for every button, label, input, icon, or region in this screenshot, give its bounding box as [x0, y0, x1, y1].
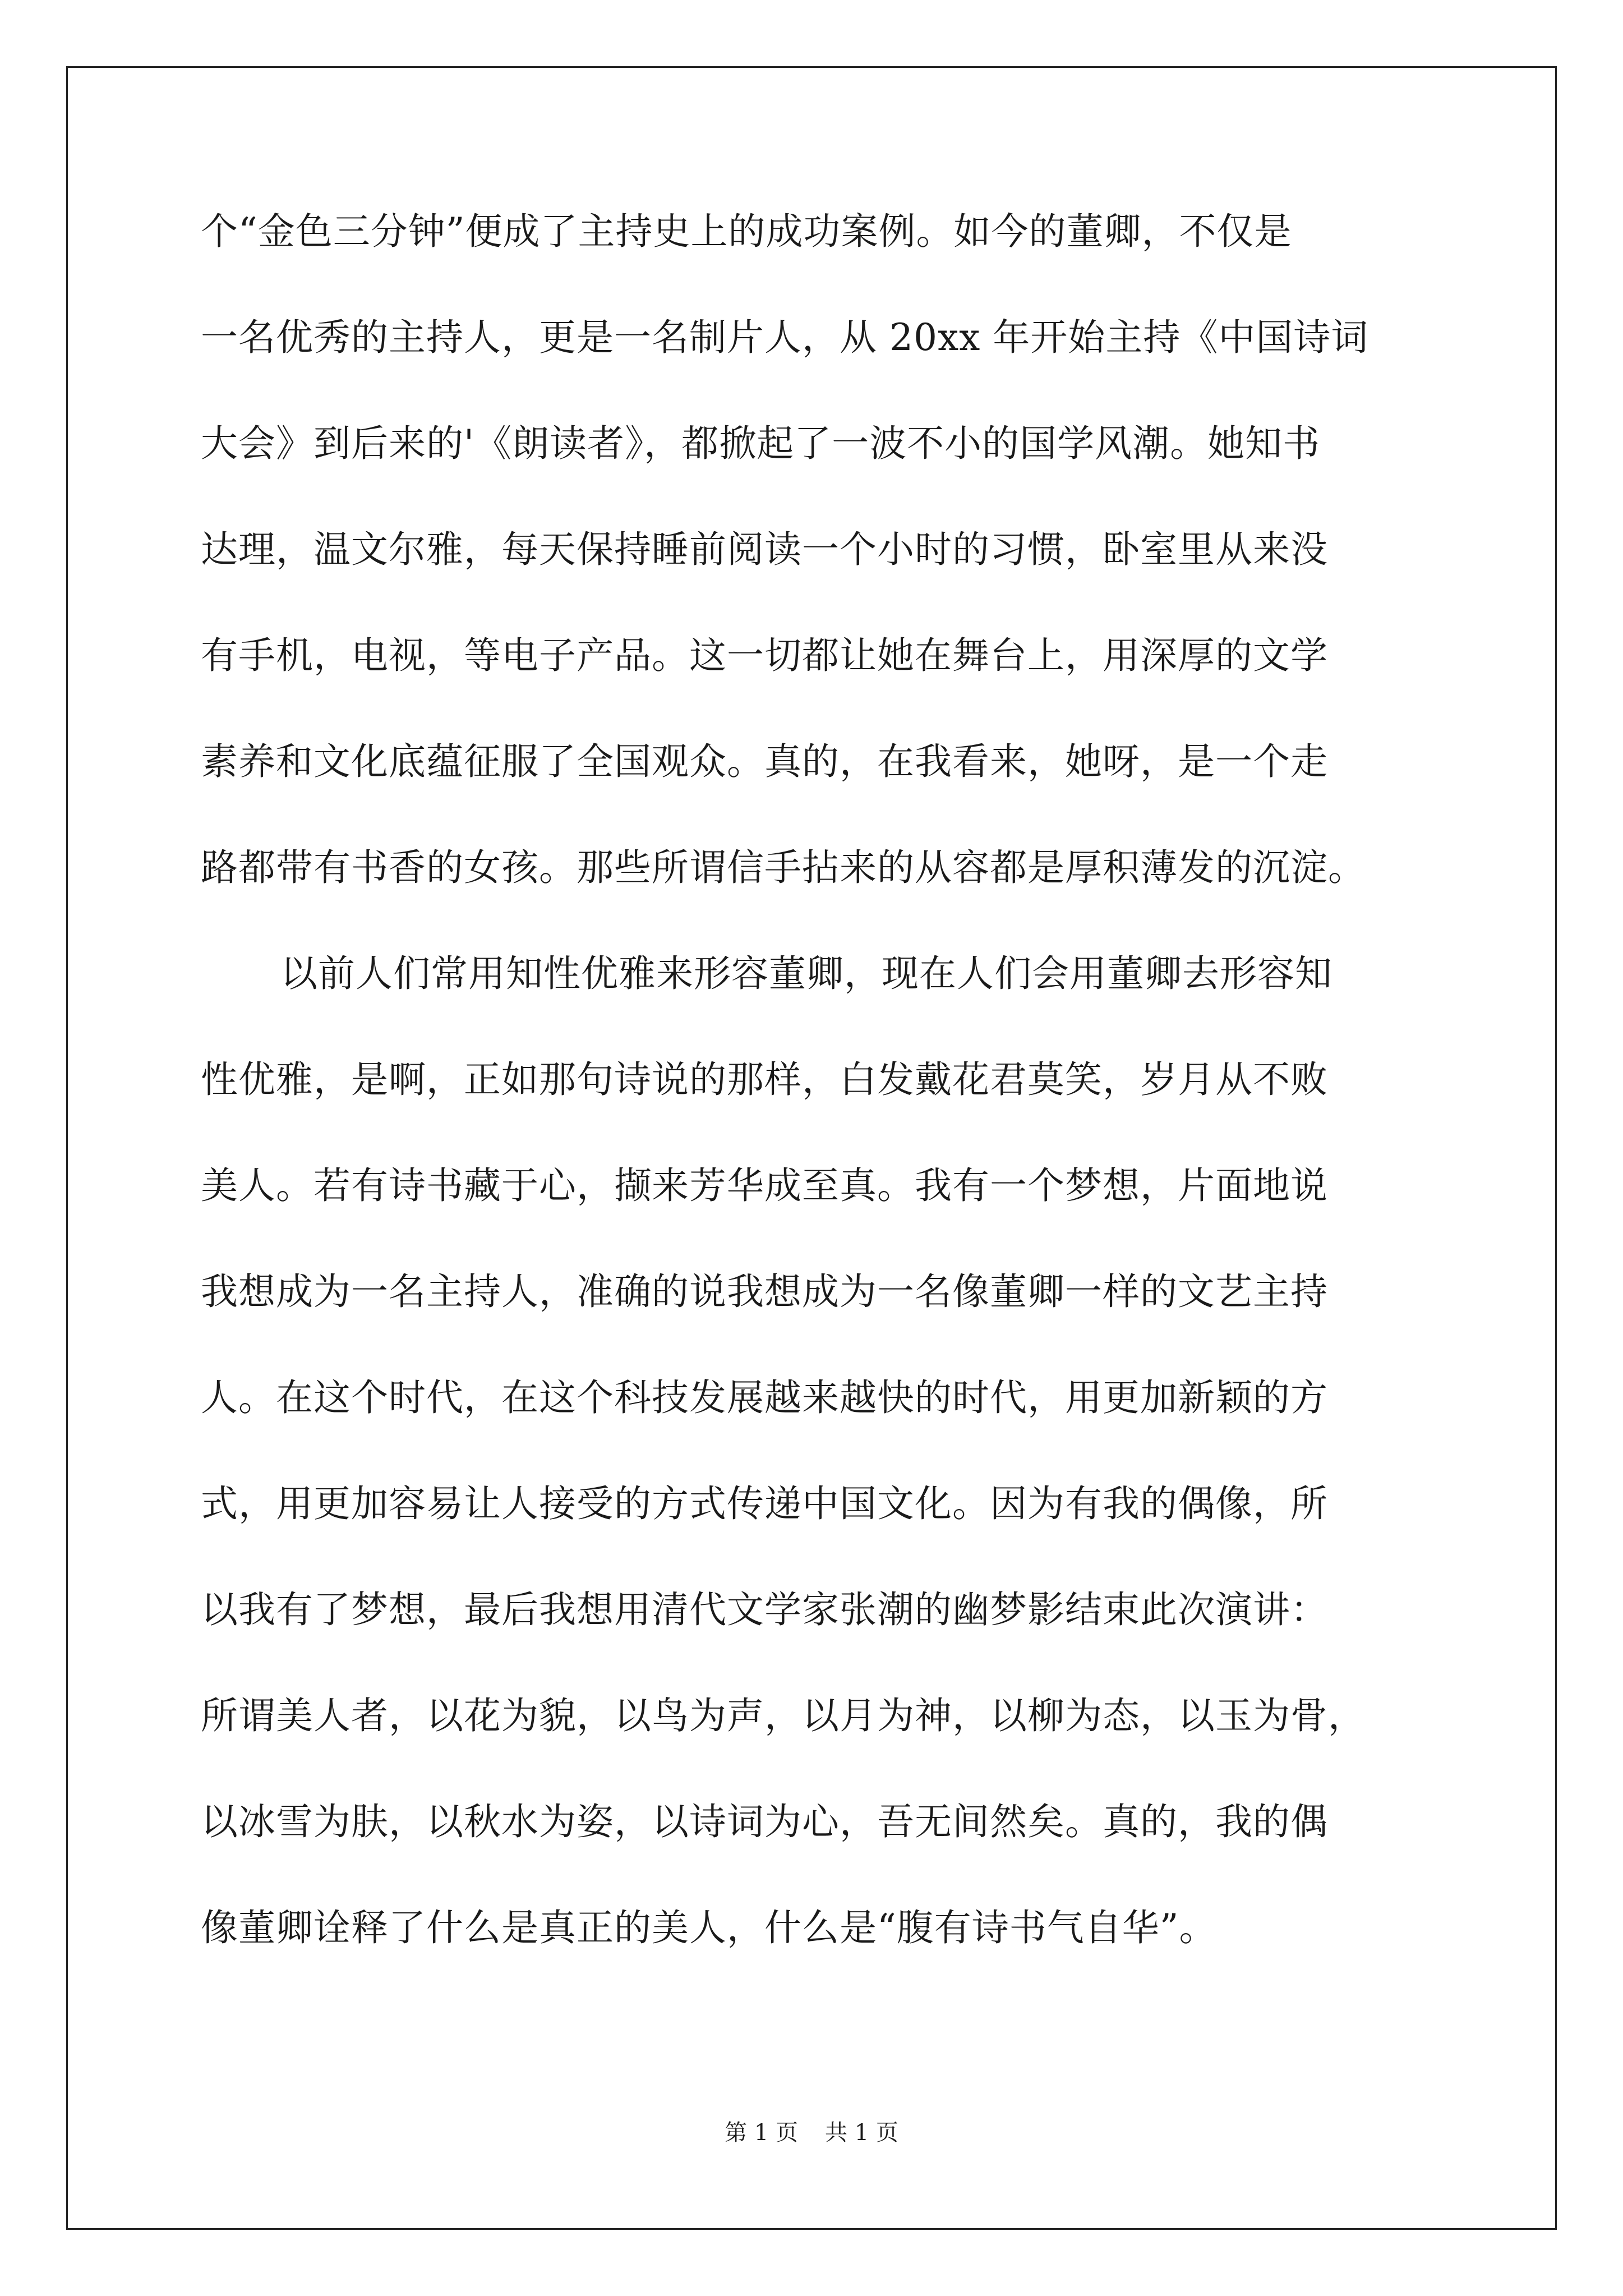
text-line: 人。在这个时代，在这个科技发展越来越快的时代，用更加新颖的方	[201, 1376, 1328, 1419]
text-line: 以我有了梦想，最后我想用清代文学家张潮的幽梦影结束此次演讲：	[201, 1588, 1328, 1631]
page-total: 共 1 页	[825, 2120, 898, 2146]
page-footer	[0, 2122, 1623, 2144]
essay-body	[201, 210, 1435, 2016]
text-line: 所谓美人者，以花为貌，以鸟为声，以月为神，以柳为态，以玉为骨，	[201, 1694, 1366, 1737]
text-line: 大会》到后来的'《朗读者》，都掀起了一波不小的国学风潮。她知书	[201, 422, 1321, 465]
text-line: 路都带有书香的女孩。那些所谓信手拈来的从容都是厚积薄发的沉淀。	[201, 846, 1366, 889]
text-line: 个“金色三分钟”便成了主持史上的成功案例。如今的董卿，不仅是	[201, 210, 1292, 253]
text-line: 有手机，电视，等电子产品。这一切都让她在舞台上，用深厚的文学	[201, 634, 1328, 677]
page-number: 第 1 页	[725, 2120, 798, 2146]
text-line: 我想成为一名主持人，准确的说我想成为一名像董卿一样的文艺主持	[201, 1270, 1328, 1313]
text-line: 式，用更加容易让人接受的方式传递中国文化。因为有我的偶像，所	[201, 1482, 1328, 1525]
text-line: 一名优秀的主持人，更是一名制片人，从 20xx 年开始主持《中国诗词	[201, 316, 1369, 359]
text-line: 素养和文化底蕴征服了全国观众。真的，在我看来，她呀，是一个走	[201, 740, 1328, 783]
text-line: 美人。若有诗书藏于心，撷来芳华成至真。我有一个梦想，片面地说	[201, 1164, 1328, 1207]
text-line: 像董卿诠释了什么是真正的美人，什么是“腹有诗书气自华”。	[201, 1906, 1217, 1949]
paragraph-start-line: 以前人们常用知性优雅来形容董卿，现在人们会用董卿去形容知	[280, 952, 1332, 995]
text-line: 达理，温文尔雅，每天保持睡前阅读一个小时的习惯，卧室里从来没	[201, 528, 1328, 571]
text-line: 以冰雪为肤，以秋水为姿，以诗词为心，吾无间然矣。真的，我的偶	[201, 1800, 1328, 1843]
text-line: 性优雅，是啊，正如那句诗说的那样，白发戴花君莫笑，岁月从不败	[201, 1058, 1328, 1101]
